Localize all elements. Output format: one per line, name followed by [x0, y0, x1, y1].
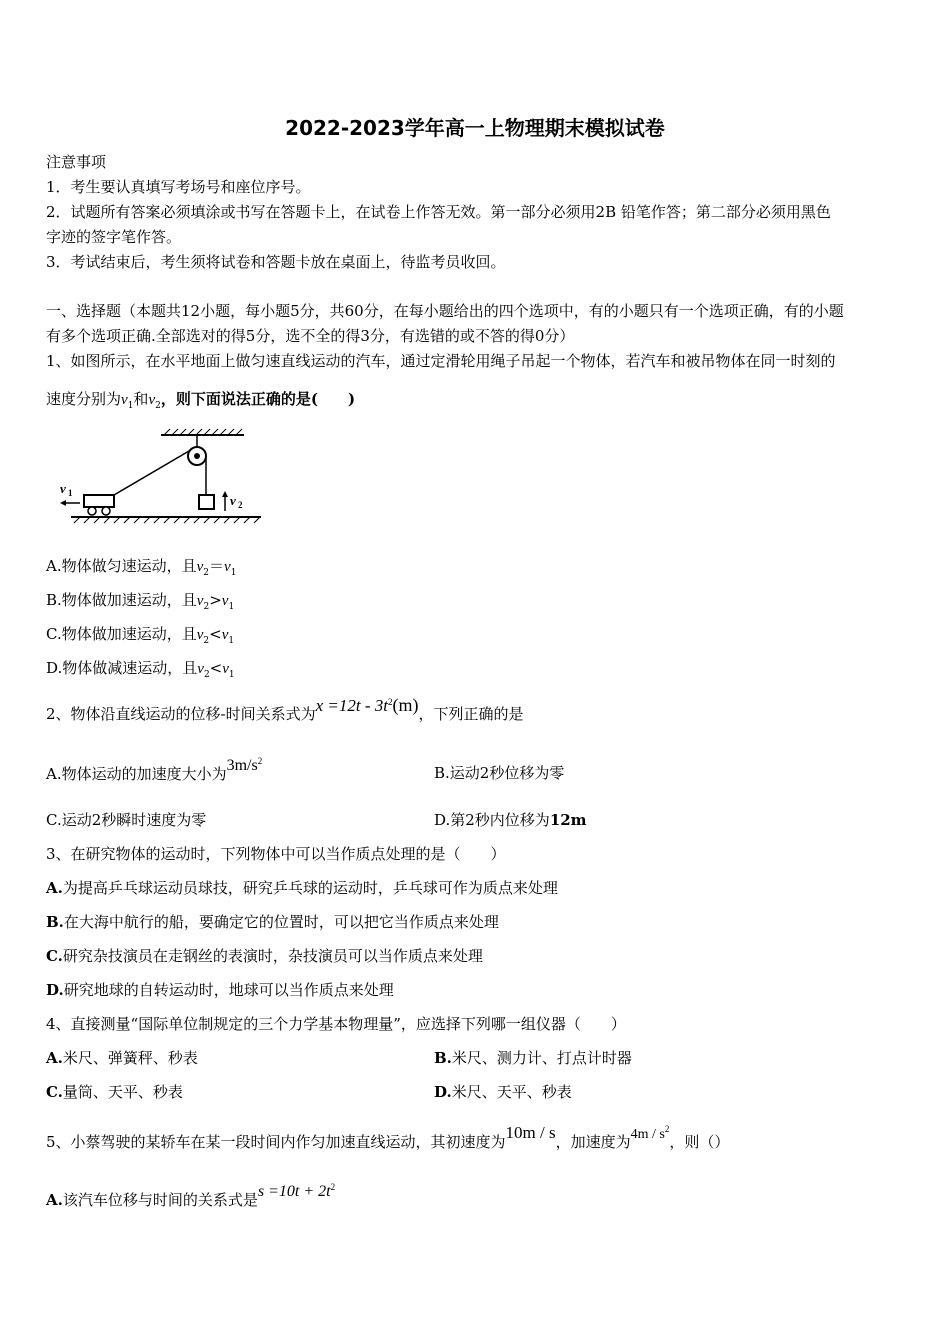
q5-formula-exp: 2 — [330, 1182, 336, 1192]
car-wheel — [88, 507, 96, 515]
notice-item: 2．试题所有答案必须填涂或书写在答题卡上，在试卷上作答无效。第一部分必须用2B 铅笔作答；第二部分必须用黑色 — [46, 203, 831, 221]
v2-sub: 2 — [203, 670, 210, 680]
option-label: A. — [46, 1191, 63, 1209]
q4-option-b — [434, 1048, 632, 1068]
q1-and: 和 — [133, 390, 149, 408]
pulley-axle — [194, 453, 200, 459]
v1-label-sub: 1 — [68, 488, 73, 498]
q2-option-c: C.运动2秒瞬时速度为零 — [46, 811, 207, 829]
v2-symbol: v — [196, 627, 204, 643]
v1-arrowhead — [60, 500, 66, 506]
q3-option-b — [46, 912, 499, 932]
q2-formula: x =12t - 3t — [315, 696, 388, 715]
v1-sub: 1 — [228, 602, 235, 612]
q3-option-a — [46, 878, 558, 898]
q2-displacement-value: 12m — [549, 811, 587, 829]
option-label: D. — [46, 981, 64, 999]
notice-heading: 注意事项 — [46, 153, 107, 171]
q1-option-d — [46, 658, 235, 685]
car-wheel — [102, 507, 110, 515]
q5-acceleration-exp: 2 — [664, 1124, 670, 1134]
q5-stem — [46, 1123, 730, 1154]
option-label: B. — [434, 1049, 452, 1067]
q4-stem: 4、直接测量“国际单位制规定的三个力学基本物理量”，应选择下列哪一组仪器（ ） — [46, 1015, 626, 1033]
q5-acceleration: 4m / s — [630, 1127, 665, 1142]
notice-item: 1．考生要认真填写考场号和座位序号。 — [46, 178, 311, 196]
q1-option-a — [46, 556, 236, 583]
option-label: C. — [46, 1083, 63, 1101]
option-text: D.第2秒内位移为 — [434, 811, 550, 829]
option-text: C.物体做加速运动，且 — [46, 625, 197, 643]
q2-option-a — [46, 756, 263, 785]
q2-text-end: ，下列正确的是 — [418, 705, 524, 723]
v1-label: v — [60, 481, 66, 496]
option-text: 为提高乒乓球运动员球技，研究乒乓球的运动时，乒乓球可作为质点来处理 — [62, 879, 558, 897]
q5-text-mid: ，加速度为 — [555, 1133, 631, 1151]
notice-item: 3．考试结束后，考生须将试卷和答题卡放在桌面上，待监考员收回。 — [46, 253, 506, 271]
option-text: 量筒、天平、秒表 — [62, 1083, 183, 1101]
q2-stem — [46, 695, 524, 724]
q5-text-end: ，则（） — [669, 1133, 730, 1151]
q3-option-c — [46, 946, 483, 966]
page-title: 2022-2023学年高一上物理期末模拟试卷 — [285, 116, 665, 140]
q5-text: 5、小蔡驾驶的某轿车在某一段时间内作匀加速直线运动，其初速度为 — [46, 1133, 506, 1151]
v2-sub: 2 — [155, 401, 161, 411]
q1-text: 速度分别为 — [46, 390, 122, 408]
q2-text: 2、物体沿直线运动的位移-时间关系式为 — [46, 705, 316, 723]
q1-option-c — [46, 624, 234, 651]
hanging-block — [199, 495, 214, 509]
v1-symbol: v — [222, 661, 229, 677]
v1-symbol: v — [221, 593, 229, 609]
v1-sub: 1 — [230, 568, 237, 578]
relation: > — [209, 591, 222, 609]
v2-symbol: v — [148, 392, 156, 408]
v1-sub: 1 — [127, 401, 134, 411]
q4-option-a — [46, 1048, 198, 1068]
v2-label-sub: 2 — [238, 500, 243, 510]
v1-sub: 1 — [228, 670, 235, 680]
q1-stem: 1、如图所示，在水平地面上做匀速直线运动的汽车，通过定滑轮用绳子吊起一个物体，若汽车和被吊物体在同一时刻的 — [46, 352, 836, 370]
option-text: 研究杂技演员在走钢丝的表演时，杂技演员可以当作质点来处理 — [62, 947, 483, 965]
option-text: A.物体做匀速运动，且 — [46, 557, 197, 575]
q5-option-a — [46, 1182, 336, 1211]
option-text: 米尺、天平、秒表 — [451, 1083, 572, 1101]
option-label: C. — [46, 947, 63, 965]
relation: < — [209, 659, 223, 677]
q5-initial-velocity: 10m / s — [505, 1123, 556, 1142]
option-label: A. — [46, 1049, 63, 1067]
v2-sub: 2 — [203, 602, 210, 612]
q3-stem: 3、在研究物体的运动时，下列物体中可以当作质点处理的是（ ） — [46, 845, 506, 863]
section-heading-cont: 有多个选项正确.全部选对的得5分，选不全的得3分，有选错的或不答的得0分） — [46, 327, 575, 345]
v1-symbol: v — [224, 559, 231, 575]
option-text: 在大海中航行的船，要确定它的位置时，可以把它当作质点来处理 — [63, 913, 499, 931]
option-text: D.物体做减速运动，且 — [46, 659, 198, 677]
q4-option-d — [434, 1082, 572, 1102]
v1-symbol: v — [121, 392, 128, 408]
q2-formula-unit: (m) — [392, 695, 419, 715]
q5-displacement-formula: s =10t + 2t — [257, 1183, 331, 1200]
v2-symbol: v — [196, 593, 204, 609]
v2-sub: 2 — [203, 568, 210, 578]
v1-symbol: v — [221, 627, 229, 643]
pulley-car-figure — [56, 425, 266, 530]
option-label: A. — [46, 879, 63, 897]
v2-sub: 2 — [203, 636, 210, 646]
q1-text-end: ，则下面说法正确的是( ) — [160, 390, 356, 408]
relation: < — [209, 625, 222, 643]
rope-to-car — [114, 451, 189, 495]
option-text: 该汽车位移与时间的关系式是 — [62, 1191, 258, 1209]
q2-option-b: B.运动2秒位移为零 — [434, 764, 565, 782]
q2-option-d — [434, 810, 587, 830]
q1-option-b — [46, 590, 234, 617]
option-label: B. — [46, 913, 64, 931]
q4-option-c — [46, 1082, 183, 1102]
notice-item: 字迹的签字笔作答。 — [46, 228, 182, 246]
v2-symbol: v — [196, 559, 204, 575]
relation: ＝ — [209, 557, 225, 575]
q3-option-d — [46, 980, 394, 1000]
option-label: D. — [434, 1083, 452, 1101]
car-body — [84, 495, 114, 507]
section-heading: 一、选择题（本题共12小题，每小题5分，共60分，在每小题给出的四个选项中，有的小题只有一个选项正确，有的小题 — [46, 302, 844, 320]
q2-accel-value: 3m/s — [226, 757, 258, 774]
q2-formula-exp: 2 — [388, 697, 393, 707]
v2-arrowhead — [222, 491, 228, 497]
option-text: 米尺、测力计、打点计时器 — [451, 1049, 632, 1067]
v2-label: v — [230, 493, 236, 508]
v1-sub: 1 — [228, 636, 235, 646]
option-text: A.物体运动的加速度大小为 — [46, 765, 227, 783]
option-text: 研究地球的自转运动时，地球可以当作质点来处理 — [63, 981, 394, 999]
v2-symbol: v — [197, 661, 204, 677]
q1-stem-cont — [46, 389, 355, 416]
q2-accel-exp: 2 — [257, 756, 263, 766]
option-text: 米尺、弹簧秤、秒表 — [62, 1049, 198, 1067]
option-text: B.物体做加速运动，且 — [46, 591, 197, 609]
